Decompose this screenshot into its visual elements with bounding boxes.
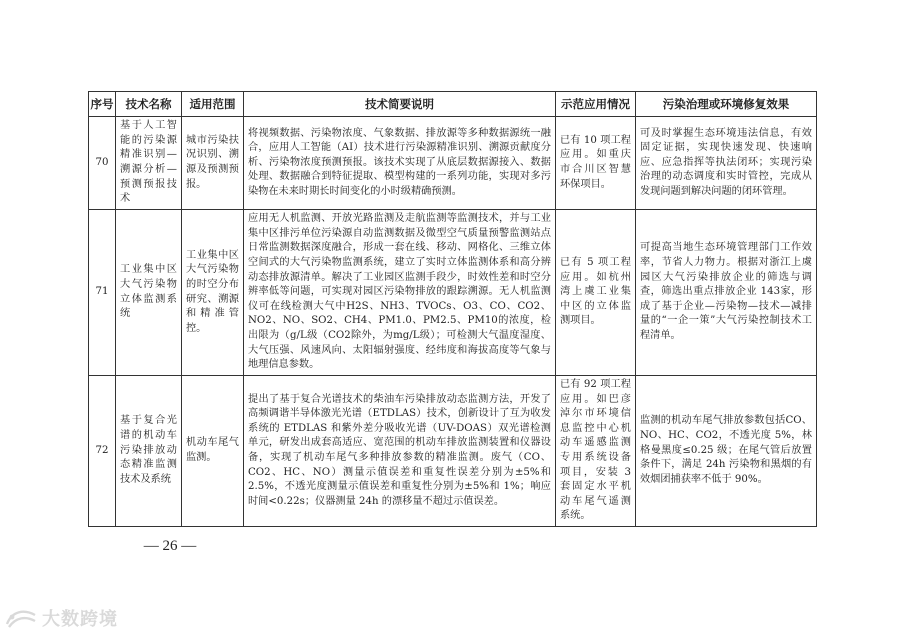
row-demo: 已有 92 项工程应用。如巴彦淖尔市环境信息监控中心机动车遥感监测专用系统设备项目，安装 3 套固定水平机动车尾气遥测系统。	[556, 376, 636, 527]
row-demo: 已有 10 项工程应用。如重庆市合川区智慧环保项目。	[556, 117, 636, 210]
table-header-row	[89, 92, 817, 117]
header-desc: 技术简要说明	[244, 92, 556, 117]
row-name: 基于复合光谱的机动车污染排放动态精准监测技术及系统	[116, 376, 182, 527]
row-demo: 已有 5 项工程应用。如杭州湾上虞工业集中区的立体监测项目。	[556, 210, 636, 376]
row-effect: 可提高当地生态环境管理部门工作效率，节省人力物力。根据对浙江上虞园区大气污染排放企业的筛选与调查，筛选出重点排放企业 143家，形成了基于企业—污染物—技术—减排量的“一企一策”大气污染控制技术工程清单。	[636, 210, 817, 376]
header-name: 技术名称	[116, 92, 182, 117]
row-scope: 工业集中区大气污染物的时空分布研究、溯源和精准管控。	[182, 210, 244, 376]
row-desc: 将视频数据、污染物浓度、气象数据、排放源等多种数据源统一融合，应用人工智能（AI）技术进行污染源精准识别、溯源贡献度分析、污染物浓度预测预报。该技术实现了从底层数据源接入、数据处理、数据融合到特征提取、模型构建的一系列功能，实现对多污染物在未来时期长时间变化的小时级精确预测。	[244, 117, 556, 210]
header-demo: 示范应用情况	[556, 92, 636, 117]
table-row	[89, 376, 817, 527]
row-scope: 城市污染扶况识别、溯源及预测预报。	[182, 117, 244, 210]
header-no: 序号	[89, 92, 116, 117]
watermark-logo-icon	[4, 607, 38, 629]
row-name: 基于人工智能的污染源精准识别—溯源分析—预测预报技术	[116, 117, 182, 210]
technology-table-sheet	[88, 91, 816, 527]
page-number: — 26 —	[143, 538, 197, 554]
technology-table	[88, 91, 817, 527]
table-row	[89, 117, 817, 210]
watermark	[4, 604, 118, 632]
row-effect: 可及时掌握生态环境违法信息，有效固定证据，实现快速发现、快速响应、应急指挥等执法闭环；实现污染治理的动态调度和实时管控，完成从发现问题到解决问题的闭环管理。	[636, 117, 817, 210]
header-effect: 污染治理或环境修复效果	[636, 92, 817, 117]
row-no: 71	[89, 210, 116, 376]
row-no: 70	[89, 117, 116, 210]
watermark-text: 大数跨境	[42, 609, 118, 630]
table-row	[89, 210, 817, 376]
row-name: 工业集中区大气污染物立体监测系统	[116, 210, 182, 376]
row-effect: 监测的机动车尾气排放参数包括CO、NO、HC、CO2，不透光度 5%，林格曼黑度≤0.25 级；在尾气管后放置条件下，满足 24h 污染物和黑烟的有效烟团捕获率不低于 90%。	[636, 376, 817, 527]
header-scope: 适用范围	[182, 92, 244, 117]
row-desc: 提出了基于复合光谱技术的柴油车污染排放动态监测方法，开发了高频调谐半导体激光光谱（ETDLAS）技术，创新设计了互为收发系统的 ETDLAS 和紫外差分吸收光谱（UV-DOAS）双光谱检测单元，研发出成套高适应、宽范围的机动车排放监测装置和仪器设备，实现了机动车尾气多种排放参数的精准监测。废气（CO、CO2、HC、NO）测量示值误差和重复性误差分别为±5%和 2.5%，不透光度测量示值误差和重复性分别为±5%和 1%；响应时间<0.22s；仪器测量 24h 的漂移量不超过示值误差。	[244, 376, 556, 527]
row-scope: 机动车尾气监测。	[182, 376, 244, 527]
row-desc: 应用无人机监测、开放光路监测及走航监测等监测技术，并与工业集中区排污单位污染源自动监测数据及微型空气质量预警监测站点日常监测数据深度融合，形成一套在线、移动、网格化、三维立体空间式的大气污染物监测系统，建立了实时立体监测体系和高分辨动态排放源清单。解决了工业园区监测手段少，时效性差和时空分辨率低等问题，可实现对园区污染物排放的跟踪溯源。无人机监测仪可在线检测大气中H2S、NH3、TVOCs、O3、CO、CO2、NO2、NO、SO2、CH4、PM1.0、PM2.5、PM10的浓度，检出限为（g/L级（CO2除外，为mg/L级）；可检测大气温度湿度、大气压强、风速风向、太阳辐射强度、经纬度和海拔高度等气象与地理信息参数。	[244, 210, 556, 376]
row-no: 72	[89, 376, 116, 527]
